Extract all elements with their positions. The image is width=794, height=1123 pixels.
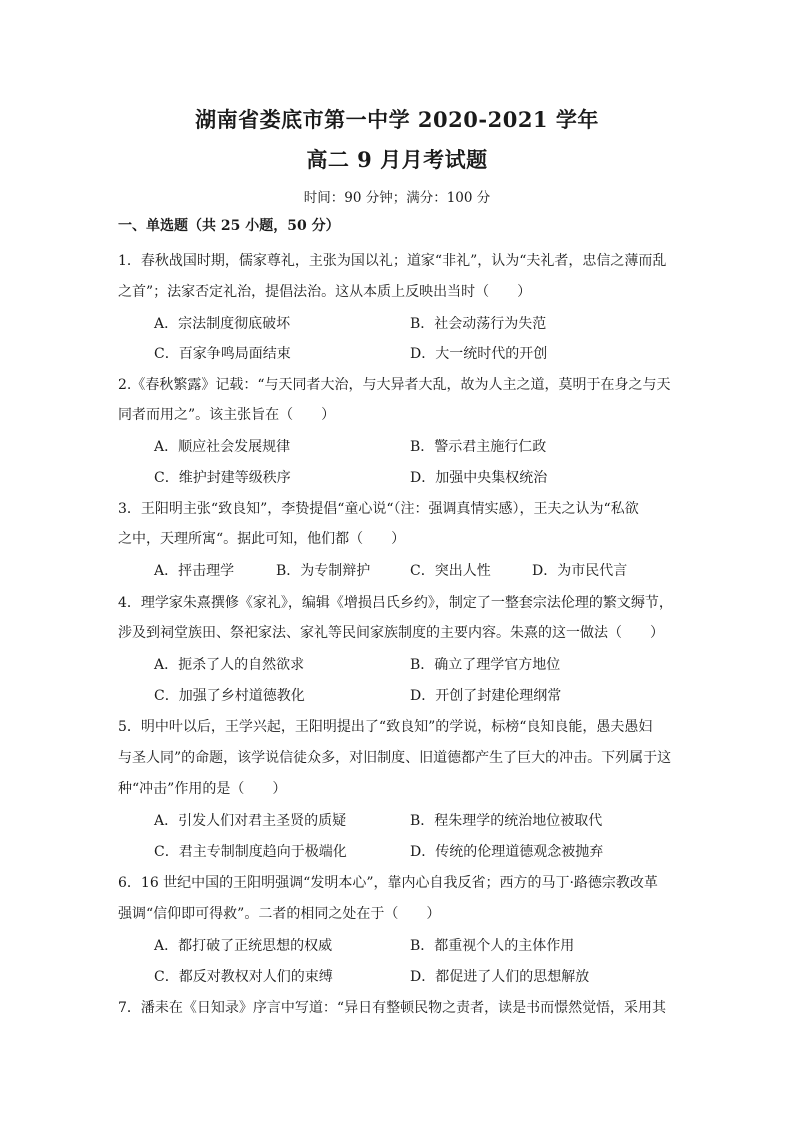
question-5-line-1: 5．明中叶以后，王学兴起，王阳明提出了“致良知”的学说，标榜“良知良能，愚夫愚妇 (118, 719, 653, 735)
question-2-line-2: 同者而用之”。该主张旨在（ ） (118, 407, 336, 423)
question-6-line-1: 6．16 世纪中国的王阳明强调“发明本心”，靠内心自我反省；西方的马丁·路德宗教改革 (118, 875, 658, 891)
question-1-option-d[interactable]: D．大一统时代的开创 (410, 346, 548, 362)
question-4-option-b[interactable]: B．确立了理学官方地位 (410, 657, 561, 673)
question-3-option-c[interactable]: C．突出人性 (410, 563, 491, 579)
exam-title-line2: 高二 9 月月考试题 (306, 147, 488, 172)
question-5-option-c[interactable]: C．君主专制制度趋向于极端化 (154, 844, 347, 860)
question-1-option-b[interactable]: B．社会动荡行为失范 (410, 316, 547, 332)
question-7-line-1: 7．潘耒在《日知录》序言中写道：“异日有整顿民物之责者，读是书而憬然觉悟，采用其 (118, 1000, 667, 1016)
question-2-option-d[interactable]: D．加强中央集权统治 (410, 470, 548, 486)
question-4-line-1: 4．理学家朱熹撰修《家礼》，编辑《增损吕氏乡约》，制定了一整套宗法伦理的繁文缛节， (118, 595, 673, 611)
question-4-option-c[interactable]: C．加强了乡村道德教化 (154, 688, 305, 704)
question-5-option-b[interactable]: B．程朱理学的统治地位被取代 (410, 813, 603, 829)
question-3-option-a[interactable]: A．抨击理学 (154, 563, 235, 579)
question-1-option-c[interactable]: C．百家争鸣局面结束 (154, 346, 291, 362)
question-4-line-2: 涉及到祠堂族田、祭祀家法、家礼等民间家族制度的主要内容。朱熹的这一做法（ ） (118, 625, 664, 641)
section-heading: 一、单选题（共 25 小题，50 分） (118, 218, 340, 234)
question-3-line-1: 3．王阳明主张“致良知”，李贽提倡“童心说“（注：强调真情实感），王夫之认为“私欲 (118, 501, 639, 517)
question-3-option-d[interactable]: D．为市民代言 (532, 563, 628, 579)
question-2-option-a[interactable]: A．顺应社会发展规律 (154, 439, 291, 455)
question-4-option-a[interactable]: A．扼杀了人的自然欲求 (154, 657, 305, 673)
question-6-option-d[interactable]: D．都促进了人们的思想解放 (410, 969, 590, 985)
question-2-line-1: 2.《春秋繁露》记载：“与天同者大治，与大异者大乱，故为人主之道，莫明于在身之与天 (118, 377, 671, 393)
question-6-option-a[interactable]: A．都打破了正统思想的权威 (154, 938, 333, 954)
question-1-line-1: 1．春秋战国时期，儒家尊礼，主张为国以礼；道家“非礼”，认为“夫礼者，忠信之薄而乱 (118, 253, 667, 269)
question-6-line-2: 强调“信仰即可得救”。二者的相同之处在于（ ） (118, 906, 441, 922)
question-5-option-a[interactable]: A．引发人们对君主圣贤的质疑 (154, 813, 347, 829)
question-1-option-a[interactable]: A．宗法制度彻底破坏 (154, 316, 291, 332)
question-6-option-b[interactable]: B．都重视个人的主体作用 (410, 938, 575, 954)
question-1-line-2: 之首”；法家否定礼治，提倡法治。这从本质上反映出当时（ ） (118, 284, 532, 300)
question-3-option-b[interactable]: B．为专制辩护 (276, 563, 371, 579)
question-6-option-c[interactable]: C．都反对教权对人们的束缚 (154, 969, 333, 985)
question-2-option-b[interactable]: B．警示君主施行仁政 (410, 439, 547, 455)
question-5-line-3: 种“冲击”作用的是（ ） (118, 781, 287, 797)
question-2-option-c[interactable]: C．维护封建等级秩序 (154, 470, 291, 486)
question-4-option-d[interactable]: D．开创了封建伦理纲常 (410, 688, 562, 704)
exam-meta: 时间：90 分钟；满分：100 分 (303, 190, 491, 206)
exam-title-line1: 湖南省娄底市第一中学 2020-2021 学年 (195, 107, 599, 132)
question-5-option-d[interactable]: D．传统的伦理道德观念被抛弃 (410, 844, 604, 860)
question-3-line-2: 之中，天理所寓“。据此可知，他们都（ ） (118, 531, 406, 547)
question-5-line-2: 与圣人同”的命题，该学说信徒众多，对旧制度、旧道德都产生了巨大的冲击。下列属于这 (118, 750, 672, 766)
